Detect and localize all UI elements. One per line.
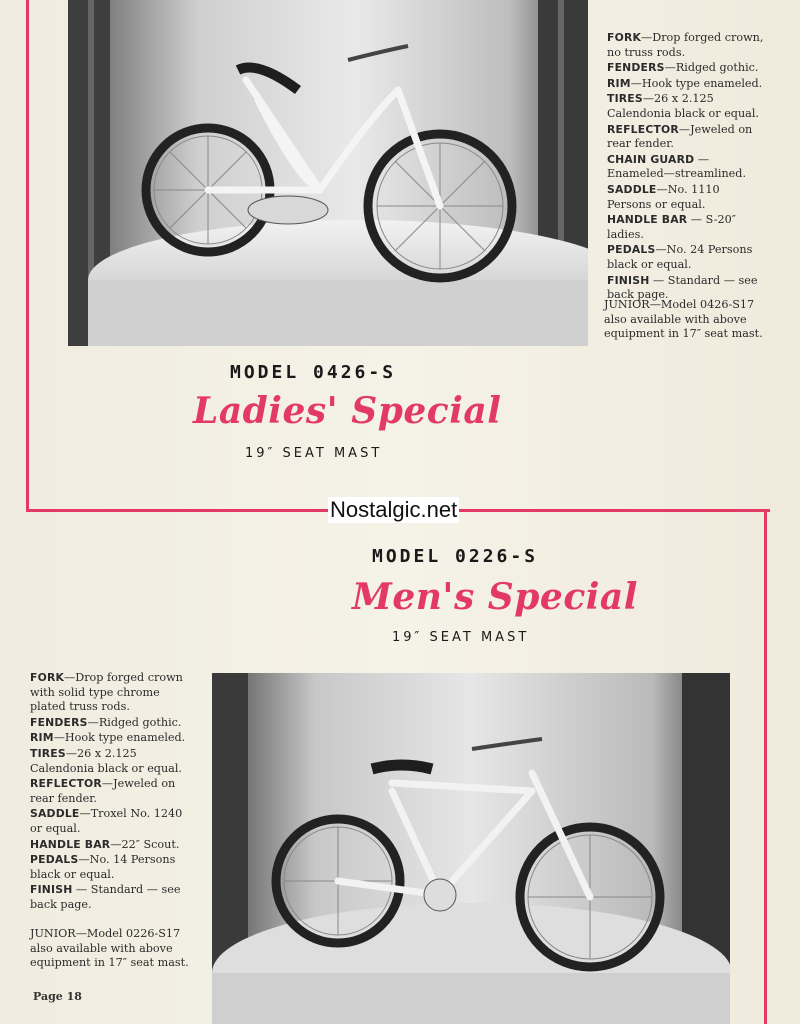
spec-pedals: PEDALS—No. 24 Persons black or equal.	[607, 243, 753, 271]
mens-junior-note: JUNIOR—Model 0226-S17 also available with above equipment in 17″ seat mast.	[30, 927, 189, 970]
ladies-seat-mast: 19″ SEAT MAST	[245, 446, 383, 461]
ladies-bicycle-photo	[68, 0, 588, 346]
spec-finish: FINISH — Standard — see back page.	[30, 883, 181, 911]
bottom-frame-right-rule	[764, 509, 767, 1024]
spec-saddle: SADDLE—Troxel No. 1240 or equal.	[30, 807, 183, 835]
spec-tires: TIRES—26 x 2.125 Calendonia black or equal.	[607, 92, 759, 120]
spec-rim: RIM—Hook type enameled.	[607, 76, 763, 90]
ladies-junior-note: JUNIOR—Model 0426-S17 also available with above equipment in 17″ seat mast.	[604, 298, 763, 341]
mens-bicycle-photo	[212, 673, 730, 1024]
spec-fenders: FENDERS—Ridged gothic.	[607, 61, 759, 75]
spec-chain-guard: CHAIN GUARD — Enameled—streamlined.	[607, 152, 747, 181]
spec-handle-bar: HANDLE BAR—22″ Scout.	[30, 837, 180, 851]
ladies-spec-list	[607, 31, 767, 304]
spec-fork: FORK—Drop forged crown with solid type chrome plated truss rods.	[30, 671, 183, 714]
page-number: Page 18	[33, 990, 82, 1003]
spec-reflector: REFLECTOR—Jeweled on rear fender.	[30, 777, 176, 805]
ladies-special-title: Ladies' Special	[193, 390, 502, 432]
mens-seat-mast: 19″ SEAT MAST	[392, 630, 530, 645]
mens-spec-list	[30, 671, 192, 914]
spec-fork: FORK—Drop forged crown, no truss rods.	[607, 31, 764, 59]
spec-pedals: PEDALS—No. 14 Persons black or equal.	[30, 853, 176, 881]
spec-reflector: REFLECTOR—Jeweled on rear fender.	[607, 122, 753, 151]
spec-tires: TIRES—26 x 2.125 Calendonia black or equal.	[30, 746, 182, 775]
mens-model-number: MODEL 0226-S	[372, 546, 539, 567]
spec-fenders: FENDERS—Ridged gothic.	[30, 715, 182, 729]
spec-handle-bar: HANDLE BAR — S-20″ ladies.	[607, 213, 736, 241]
spec-saddle: SADDLE—No. 1110 Persons or equal.	[607, 182, 720, 211]
spec-rim: RIM—Hook type enameled.	[30, 731, 186, 745]
spec-finish: FINISH — Standard — see back page.	[607, 273, 758, 302]
ladies-model-number: MODEL 0426-S	[230, 362, 397, 383]
top-frame-left-rule	[26, 0, 29, 512]
mens-special-title: Men's Special	[352, 576, 638, 618]
site-watermark: Nostalgic.net	[330, 497, 458, 522]
